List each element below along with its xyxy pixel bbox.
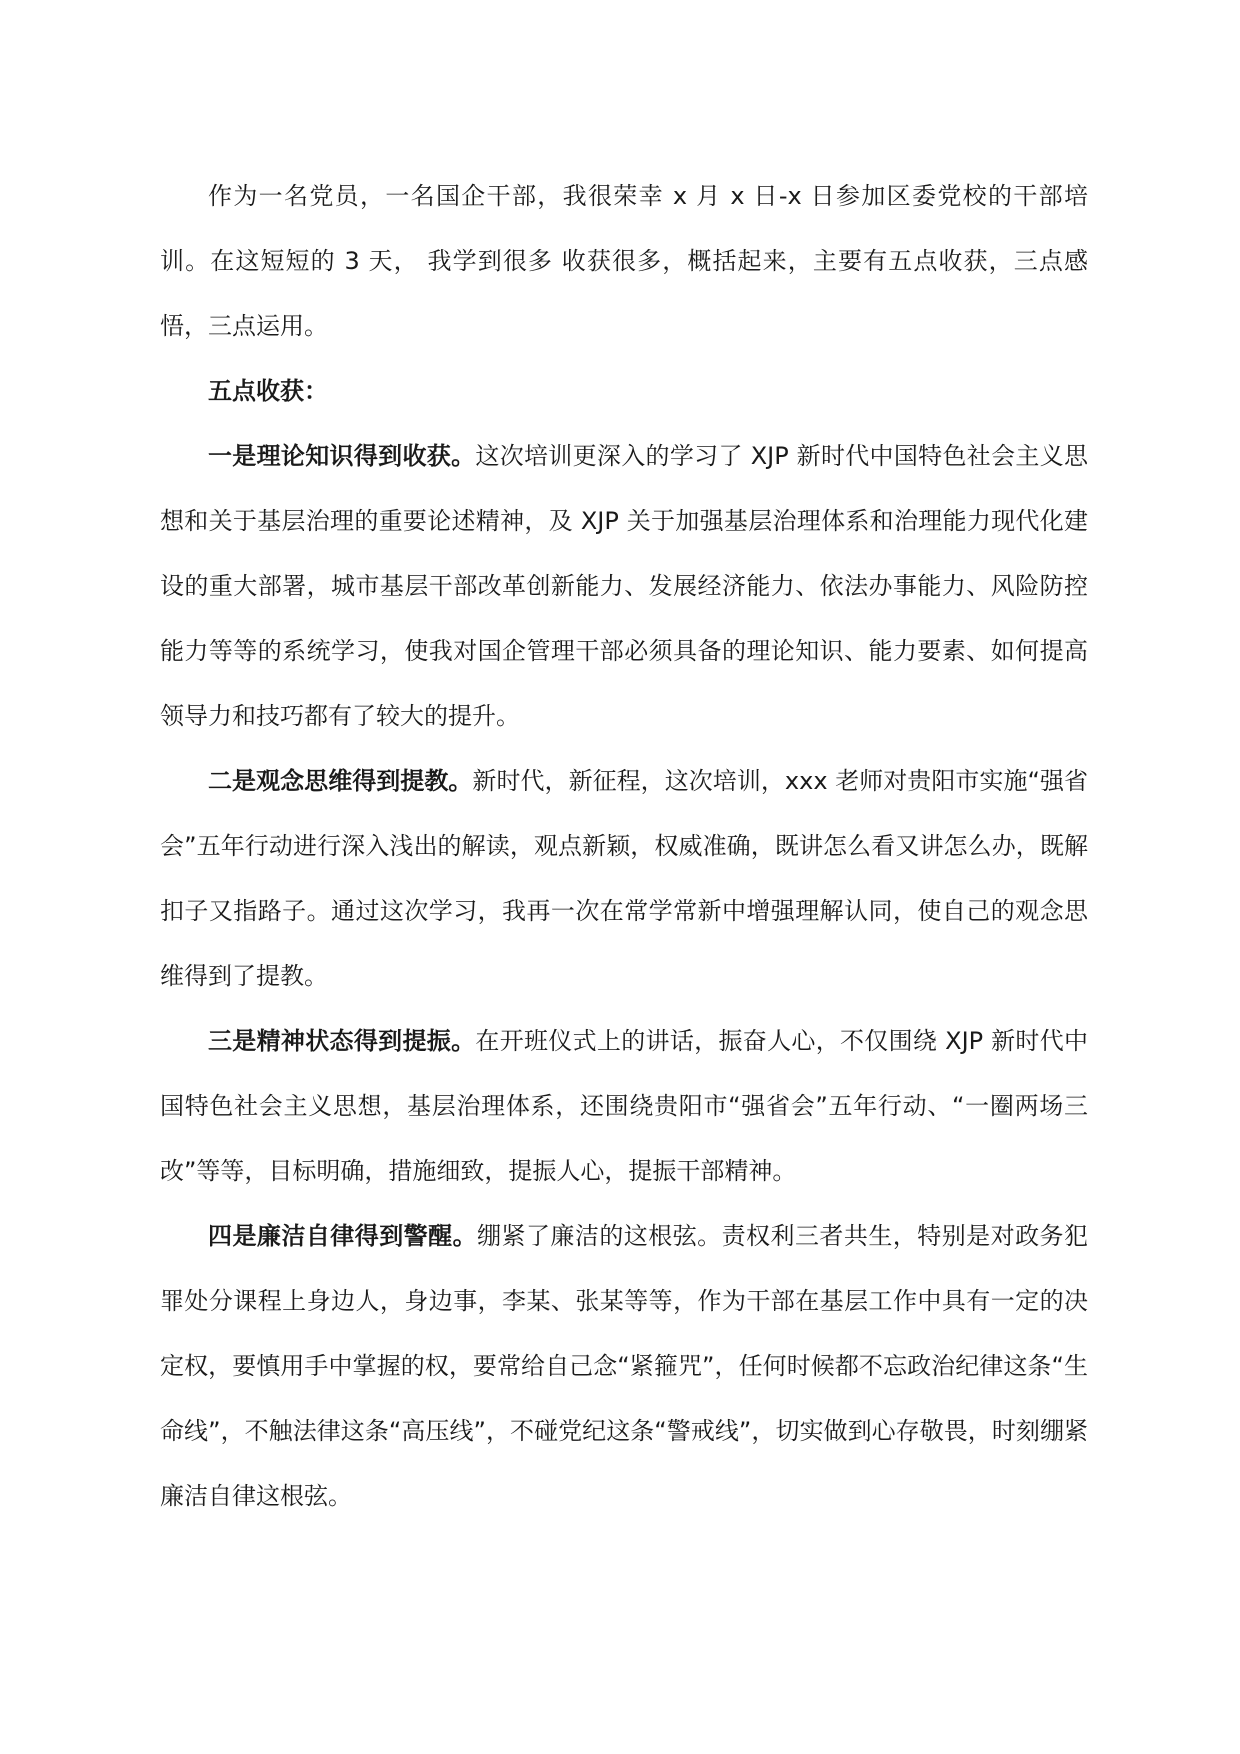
section-heading: 五点收获：	[208, 377, 328, 405]
list-item	[160, 1204, 1088, 1529]
document-body	[160, 164, 1088, 1529]
list-item	[160, 1009, 1088, 1204]
list-item	[160, 424, 1088, 749]
item-lead: 一是理论知识得到收获。	[208, 442, 476, 470]
item-text: 在开班仪式上的讲话，振奋人心，不仅围绕 XJP 新时代中国特色社会主义思想，基层治理体系，还围绕贵阳市“强省会”五年行动、“一圈两场三改”等等，目标明确，措施细致，提振人心，提振干部精神。	[160, 1027, 1089, 1185]
item-lead: 三是精神状态得到提振。	[208, 1027, 476, 1055]
intro-paragraph: 作为一名党员，一名国企干部，我很荣幸 x 月 x 日-x 日参加区委党校的干部培训。在这短短的 3 天， 我学到很多 收获很多，概括起来，主要有五点收获，三点感悟，三点运用。	[160, 182, 1088, 340]
item-text: 绷紧了廉洁的这根弦。责权利三者共生，特别是对政务犯罪处分课程上身边人，身边事，李某、张某等等，作为干部在基层工作中具有一定的决定权，要慎用手中掌握的权，要常给自己念“紧箍咒”，任何时候都不忘政治纪律这条“生命线”，不触法律这条“高压线”，不碰党纪这条“警戒线”，切实做到心存敬畏，时刻绷紧廉洁自律这根弦。	[160, 1222, 1089, 1510]
item-text: 这次培训更深入的学习了 XJP 新时代中国特色社会主义思想和关于基层治理的重要论述精神，及 XJP 关于加强基层治理体系和治理能力现代化建设的重大部署，城市基层干部改革创新能力、发展经济能力、依法办事能力、风险防控能力等等的系统学习，使我对国企管理干部必须具备的理论知识、能力要素、如何提高领导力和技巧都有了较大的提升。	[160, 442, 1089, 730]
item-lead: 二是观念思维得到提教。	[208, 767, 473, 795]
item-lead: 四是廉洁自律得到警醒。	[208, 1222, 478, 1250]
list-item	[160, 749, 1088, 1009]
item-text: 新时代，新征程，这次培训，xxx 老师对贵阳市实施“强省会”五年行动进行深入浅出的解读，观点新颖，权威准确，既讲怎么看又讲怎么办，既解扣子又指路子。通过这次学习，我再一次在常学常新中增强理解认同，使自己的观念思维得到了提教。	[160, 767, 1089, 990]
